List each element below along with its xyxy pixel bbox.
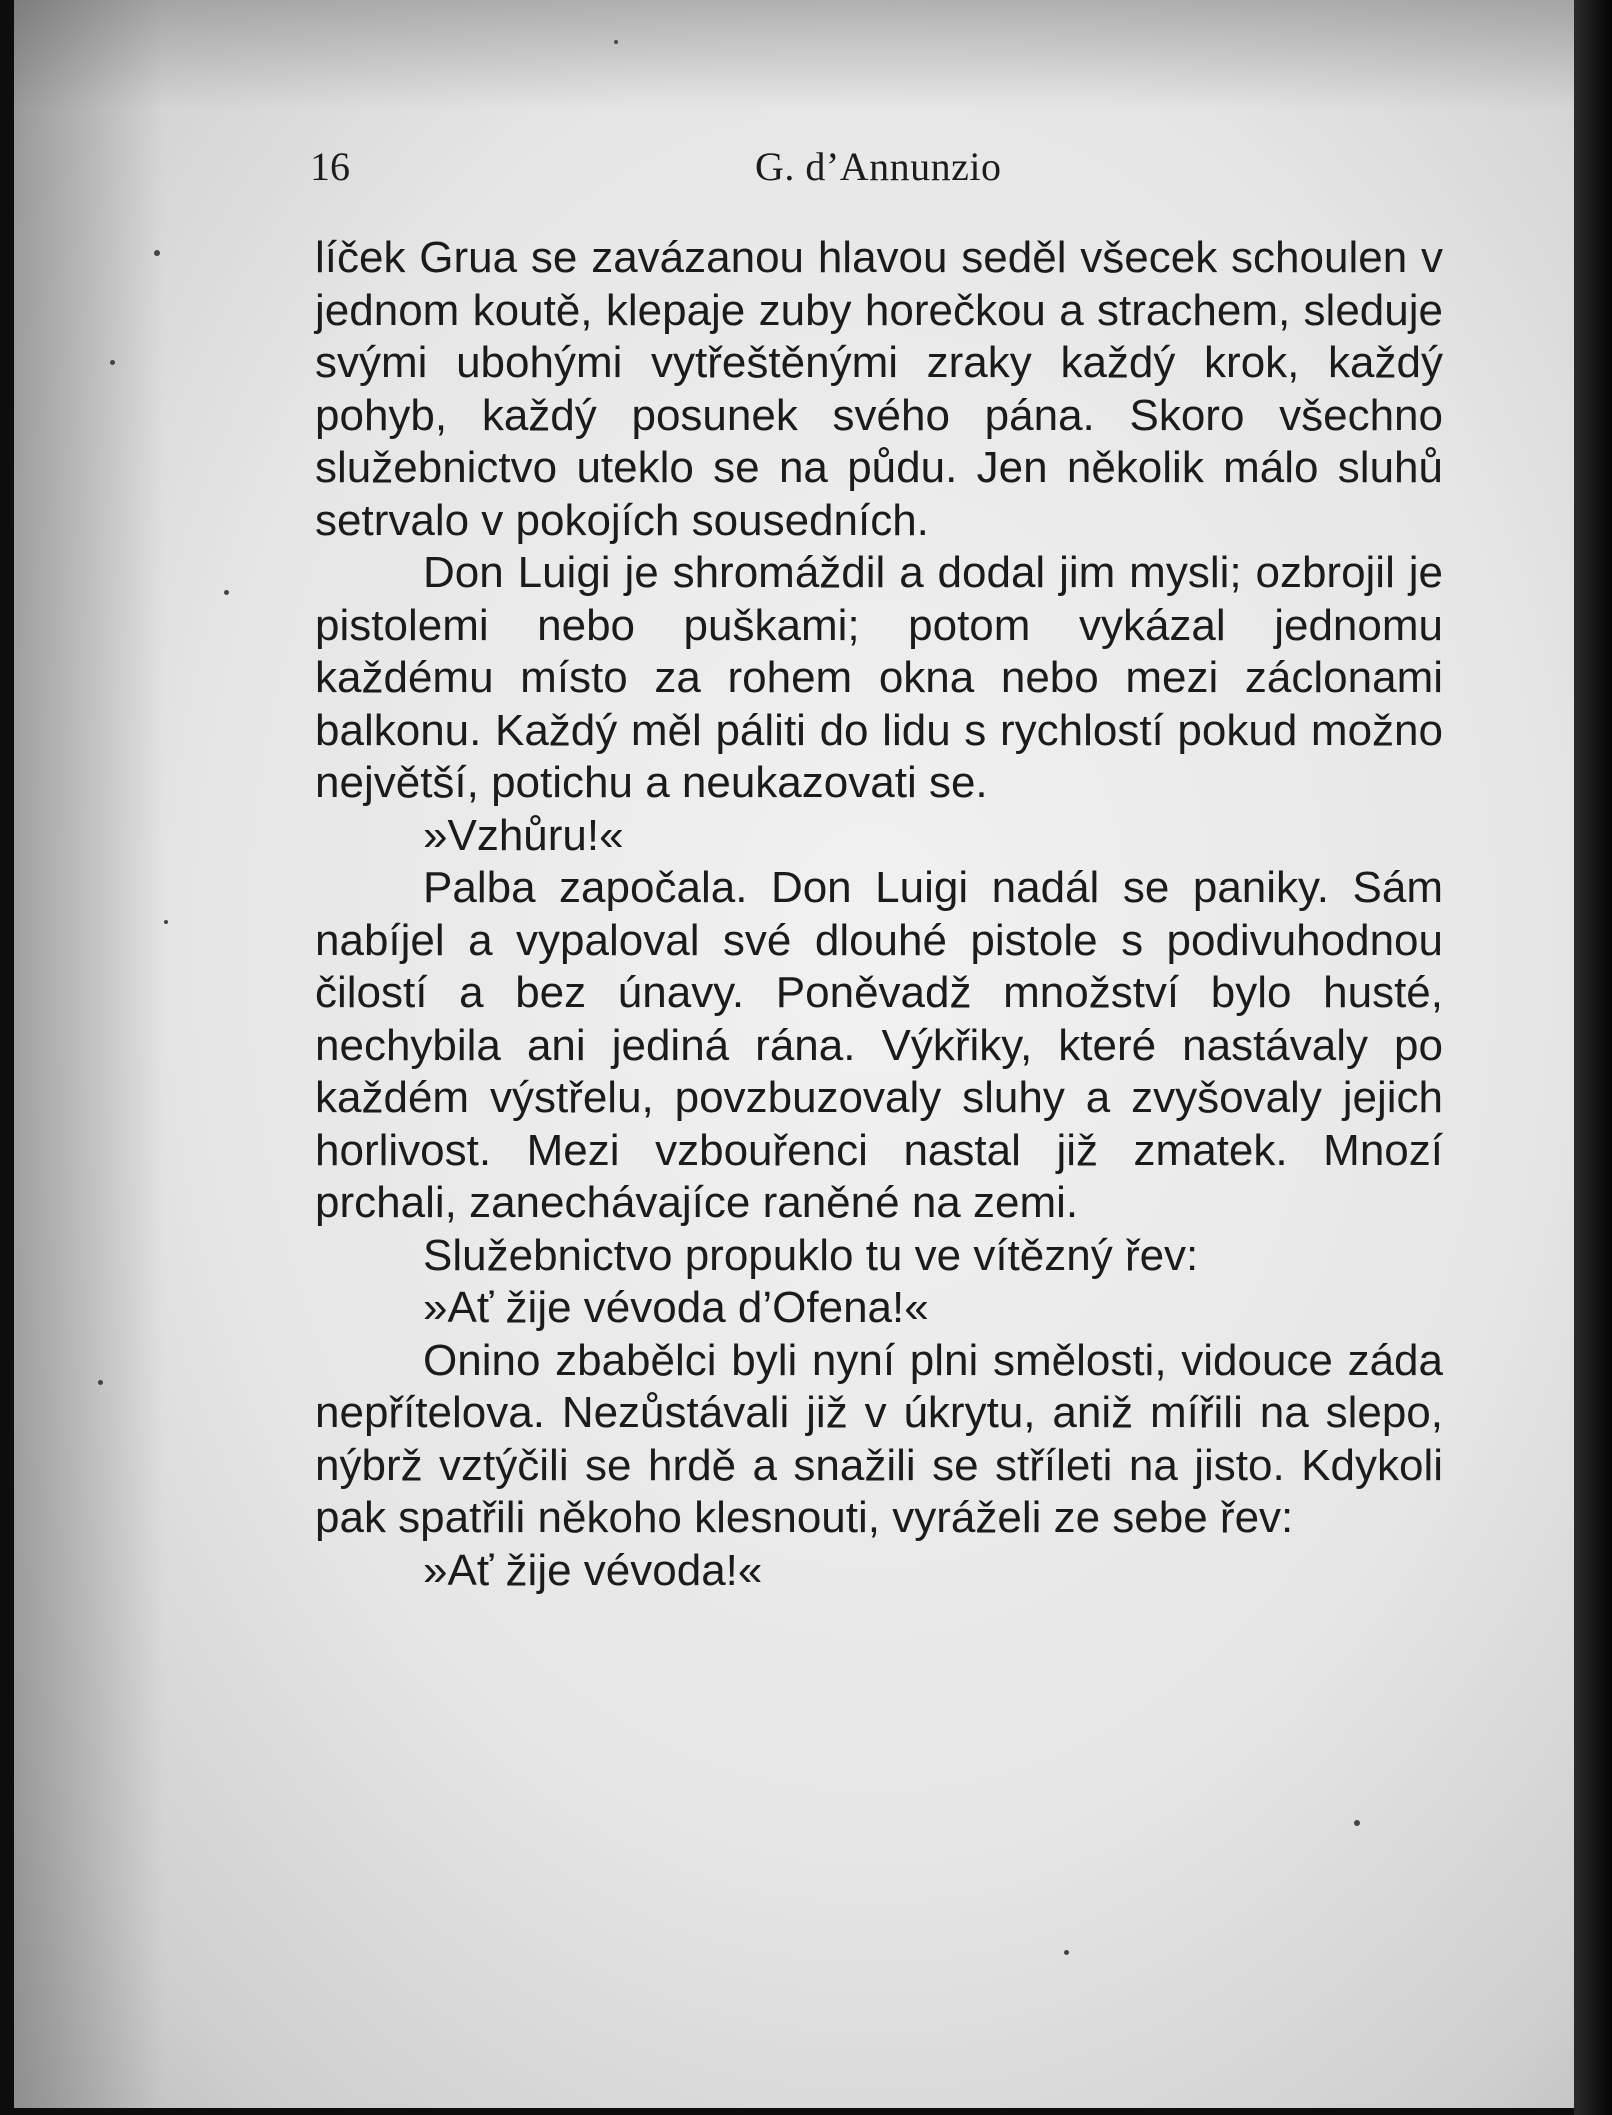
paper-speck: [614, 40, 618, 44]
paragraph: Palba započala. Don Luigi nadál se paniky. Sám nabíjel a vypaloval své dlouhé pistole s podivuhodnou čilostí a bez únavy. Poněvadž množství bylo husté, nechybila ani jediná rána. Výkřiky, které nastávaly po každém výstřelu, povzbuzovaly sluhy a zvyšovaly jejich horlivost. Mezi vzbouřenci nastal již zmatek. Mnozí prchali, zanechávajíce raněné na zemi.: [315, 863, 1443, 1227]
running-head: G. d’Annunzio: [755, 144, 1002, 189]
paper-speck: [98, 1380, 103, 1385]
book-page: [14, 0, 1574, 2108]
paper-speck: [1064, 1950, 1069, 1955]
paper-speck: [110, 360, 115, 365]
page-header: [14, 143, 1574, 193]
page-number: 16: [310, 144, 350, 189]
paragraph: Služebnictvo propuklo tu ve vítězný řev:: [423, 1230, 1199, 1280]
paragraph: Onino zbabělci byli nyní plni smělosti, vidouce záda nepřítelova. Nezůstávali již v úkrytu, aniž mířili na slepo, nýbrž vztýčili se hrdě a snažili se stříleti na jisto. Kdykoli pak spatřili někoho klesnouti, vyráželi ze sebe řev:: [315, 1335, 1443, 1542]
body-text: [315, 232, 1443, 1597]
paragraph: »Ať žije vévoda!«: [423, 1545, 763, 1595]
paper-speck: [1354, 1820, 1360, 1826]
paragraph: Don Luigi je shromáždil a dodal jim mysli; ozbrojil je pistolemi nebo puškami; potom vykázal jednomu každému místo za rohem okna nebo mezi záclonami balkonu. Každý měl páliti do lidu s rychlostí pokud možno největší, potichu a neukazovati se.: [315, 548, 1443, 807]
scanner-edge-shadow: [1574, 0, 1612, 2115]
paragraph: líček Grua se zavázanou hlavou seděl všecek schoulen v jednom koutě, klepaje zuby horečkou a strachem, sleduje svými ubohými vytřeštěnými zraky každý krok, každý pohyb, každý posunek svého pána. Skoro všechno služebnictvo uteklo se na půdu. Jen několik málo sluhů setrvalo v pokojích sousedních.: [315, 233, 1443, 545]
paragraph: »Vzhůru!«: [423, 810, 624, 860]
paper-speck: [154, 250, 160, 256]
paper-speck: [224, 590, 229, 595]
paragraph: »Ať žije vévoda d’Ofena!«: [423, 1283, 929, 1332]
paper-speck: [164, 920, 168, 924]
